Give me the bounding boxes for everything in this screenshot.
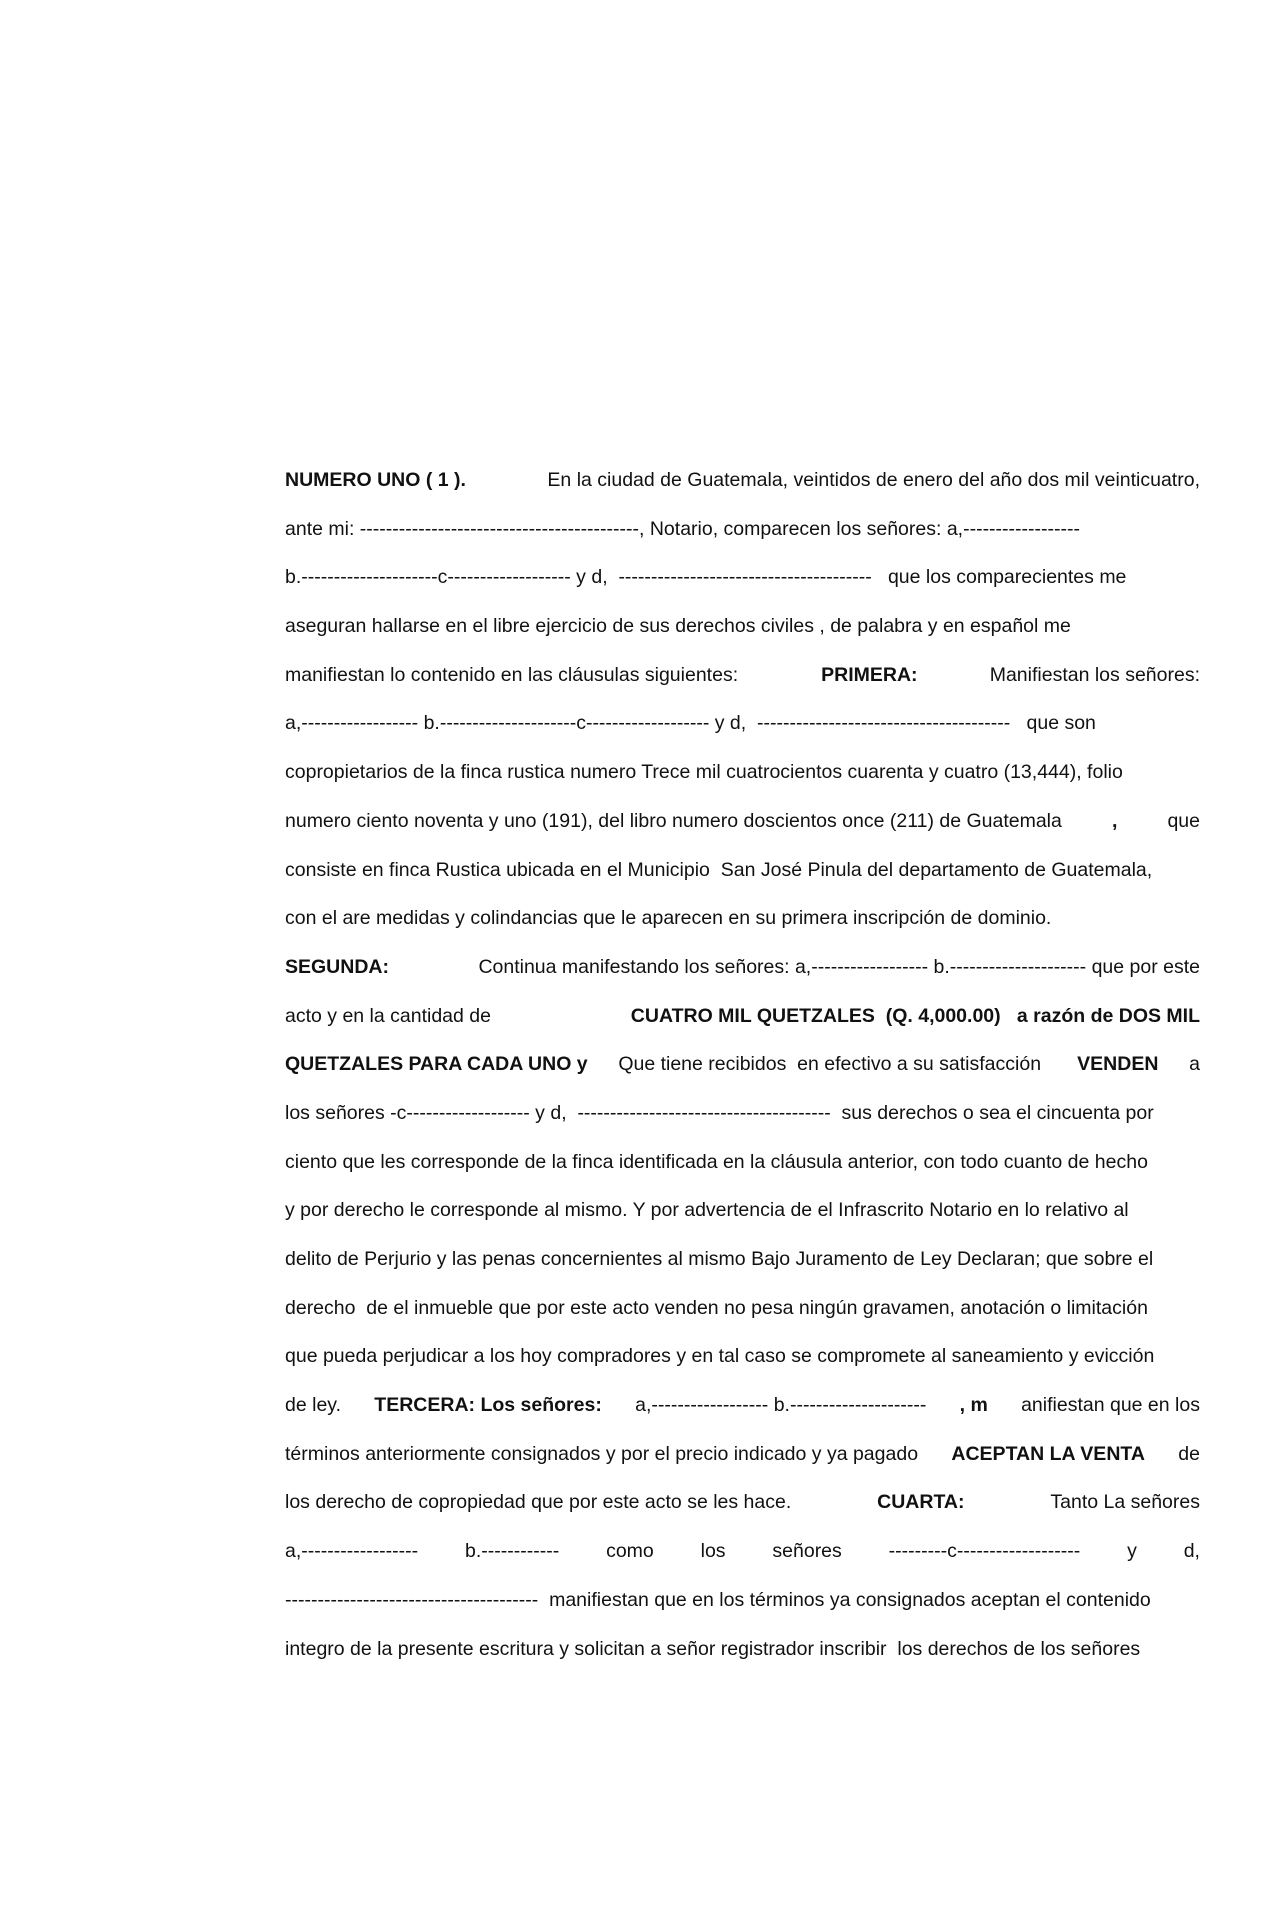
bold-text-segment: QUETZALES PARA CADA UNO y <box>285 1053 588 1076</box>
text-segment: y <box>1127 1540 1137 1563</box>
text-segment: y por derecho le corresponde al mismo. Y por advertencia de el Infrascrito Notario en lo relativo al <box>285 1199 1129 1222</box>
document-line <box>285 1527 1200 1576</box>
text-segment: señores <box>772 1540 842 1563</box>
document-line <box>285 699 1200 748</box>
bold-text-segment: TERCERA: Los señores: <box>374 1394 602 1417</box>
bold-text-segment: CUARTA: <box>877 1491 965 1514</box>
document-line <box>285 602 1200 651</box>
document-line <box>285 1040 1200 1089</box>
text-segment: integro de la presente escritura y solicitan a señor registrador inscribir los derechos de los señores <box>285 1637 1141 1660</box>
document-line <box>285 1478 1200 1527</box>
text-segment: delito de Perjurio y las penas concernientes al mismo Bajo Juramento de Ley Declaran; que sobre el <box>285 1248 1154 1270</box>
text-segment: b.------------ <box>465 1540 560 1563</box>
text-segment: a,------------------ <box>285 1540 419 1563</box>
text-segment: que <box>1167 809 1200 832</box>
text-segment: ante mi: -------------------------------------------, Notario, comparecen los señores: a,------------------ <box>285 517 1080 540</box>
bold-text-segment: SEGUNDA: <box>285 955 390 978</box>
document-line <box>285 846 1200 895</box>
document-line <box>285 1625 1200 1674</box>
text-segment: términos anteriormente consignados y por el precio indicado y ya pagado <box>285 1442 919 1465</box>
text-segment: Continua manifestando los señores: a,------------------ b.--------------------- que por este <box>478 955 1200 978</box>
bold-text-segment: ACEPTAN LA VENTA <box>951 1442 1145 1465</box>
text-segment: acto y en la cantidad de <box>285 1004 491 1027</box>
document-line <box>285 992 1200 1041</box>
document-line <box>285 748 1200 797</box>
document-line <box>285 797 1200 846</box>
document-line <box>285 651 1200 700</box>
text-segment: Que tiene recibidos en efectivo a su satisfacción <box>618 1053 1047 1076</box>
text-segment: anifiestan que en los <box>1021 1394 1200 1417</box>
text-segment: a <box>1189 1053 1200 1076</box>
document-line <box>285 943 1200 992</box>
document-line <box>285 553 1200 602</box>
text-segment: los señores -c------------------- y d, --------------------------------------- sus derechos o sea el cincuenta por <box>285 1101 1154 1124</box>
document-line <box>285 1235 1200 1284</box>
text-segment: manifiestan lo contenido en las cláusulas siguientes: <box>285 663 749 686</box>
document-line <box>285 1089 1200 1138</box>
document-line <box>285 1138 1200 1187</box>
document-line <box>285 1186 1200 1235</box>
bold-text-segment: PRIMERA: <box>821 663 918 686</box>
document-line <box>285 1284 1200 1333</box>
document-line <box>285 456 1200 505</box>
text-segment: numero ciento noventa y uno (191), del libro numero doscientos once (211) de Guatemala <box>285 809 1062 832</box>
document-body <box>285 456 1200 1673</box>
text-segment: d, <box>1183 1540 1200 1563</box>
text-segment: copropietarios de la finca rustica numero Trece mil cuatrocientos cuarenta y cuatro (13,444), folio <box>285 761 1123 784</box>
text-segment: que pueda perjudicar a los hoy compradores y en tal caso se compromete al saneamiento y evicción <box>285 1345 1155 1368</box>
text-segment: derecho de el inmueble que por este acto venden no pesa ningún gravamen, anotación o limitación <box>285 1296 1148 1319</box>
text-segment: Tanto La señores <box>1050 1491 1200 1514</box>
document-line <box>285 1430 1200 1479</box>
bold-text-segment: CUATRO MIL QUETZALES (Q. 4,000.00) a razón de DOS MIL <box>630 1004 1200 1027</box>
text-segment: los derecho de copropiedad que por este acto se les hace. <box>285 1491 792 1514</box>
text-segment: con el are medidas y colindancias que le aparecen en su primera inscripción de dominio. <box>285 907 1052 930</box>
text-segment: de ley. <box>285 1394 342 1417</box>
text-segment: b.---------------------c------------------- y d, --------------------------------------- que los comparecientes me <box>285 566 1127 589</box>
document-line <box>285 505 1200 554</box>
bold-text-segment: , m <box>959 1394 988 1417</box>
text-segment: aseguran hallarse en el libre ejercicio de sus derechos civiles , de palabra y en español me <box>285 615 1071 638</box>
document-line <box>285 894 1200 943</box>
bold-text-segment: VENDEN <box>1077 1053 1159 1076</box>
text-segment: consiste en finca Rustica ubicada en el Municipio San José Pinula del departamento de Guatemala, <box>285 858 1153 881</box>
text-segment: a,------------------ b.---------------------c------------------- y d, --------------------------------------- que son <box>285 712 1096 735</box>
bold-text-segment: NUMERO UNO ( 1 ). <box>285 469 466 491</box>
bold-text-segment: , <box>1111 809 1118 832</box>
text-segment: --------------------------------------- manifiestan que en los términos ya consignados aceptan el contenido <box>285 1588 1151 1611</box>
text-segment: En la ciudad de Guatemala, veintidos de enero del año dos mil veinticuatro, <box>547 469 1200 491</box>
document-line <box>285 1381 1200 1430</box>
text-segment: de <box>1178 1442 1200 1465</box>
text-segment: los <box>700 1540 726 1563</box>
text-segment: como <box>606 1540 654 1563</box>
text-segment: ---------c------------------- <box>888 1540 1081 1563</box>
text-segment: Manifiestan los señores: <box>989 663 1200 686</box>
document-line <box>285 1576 1200 1625</box>
text-segment: ciento que les corresponde de la finca identificada en la cláusula anterior, con todo cuanto de hecho <box>285 1150 1148 1173</box>
document-line <box>285 1332 1200 1381</box>
text-segment: a,------------------ b.--------------------- <box>635 1394 927 1417</box>
